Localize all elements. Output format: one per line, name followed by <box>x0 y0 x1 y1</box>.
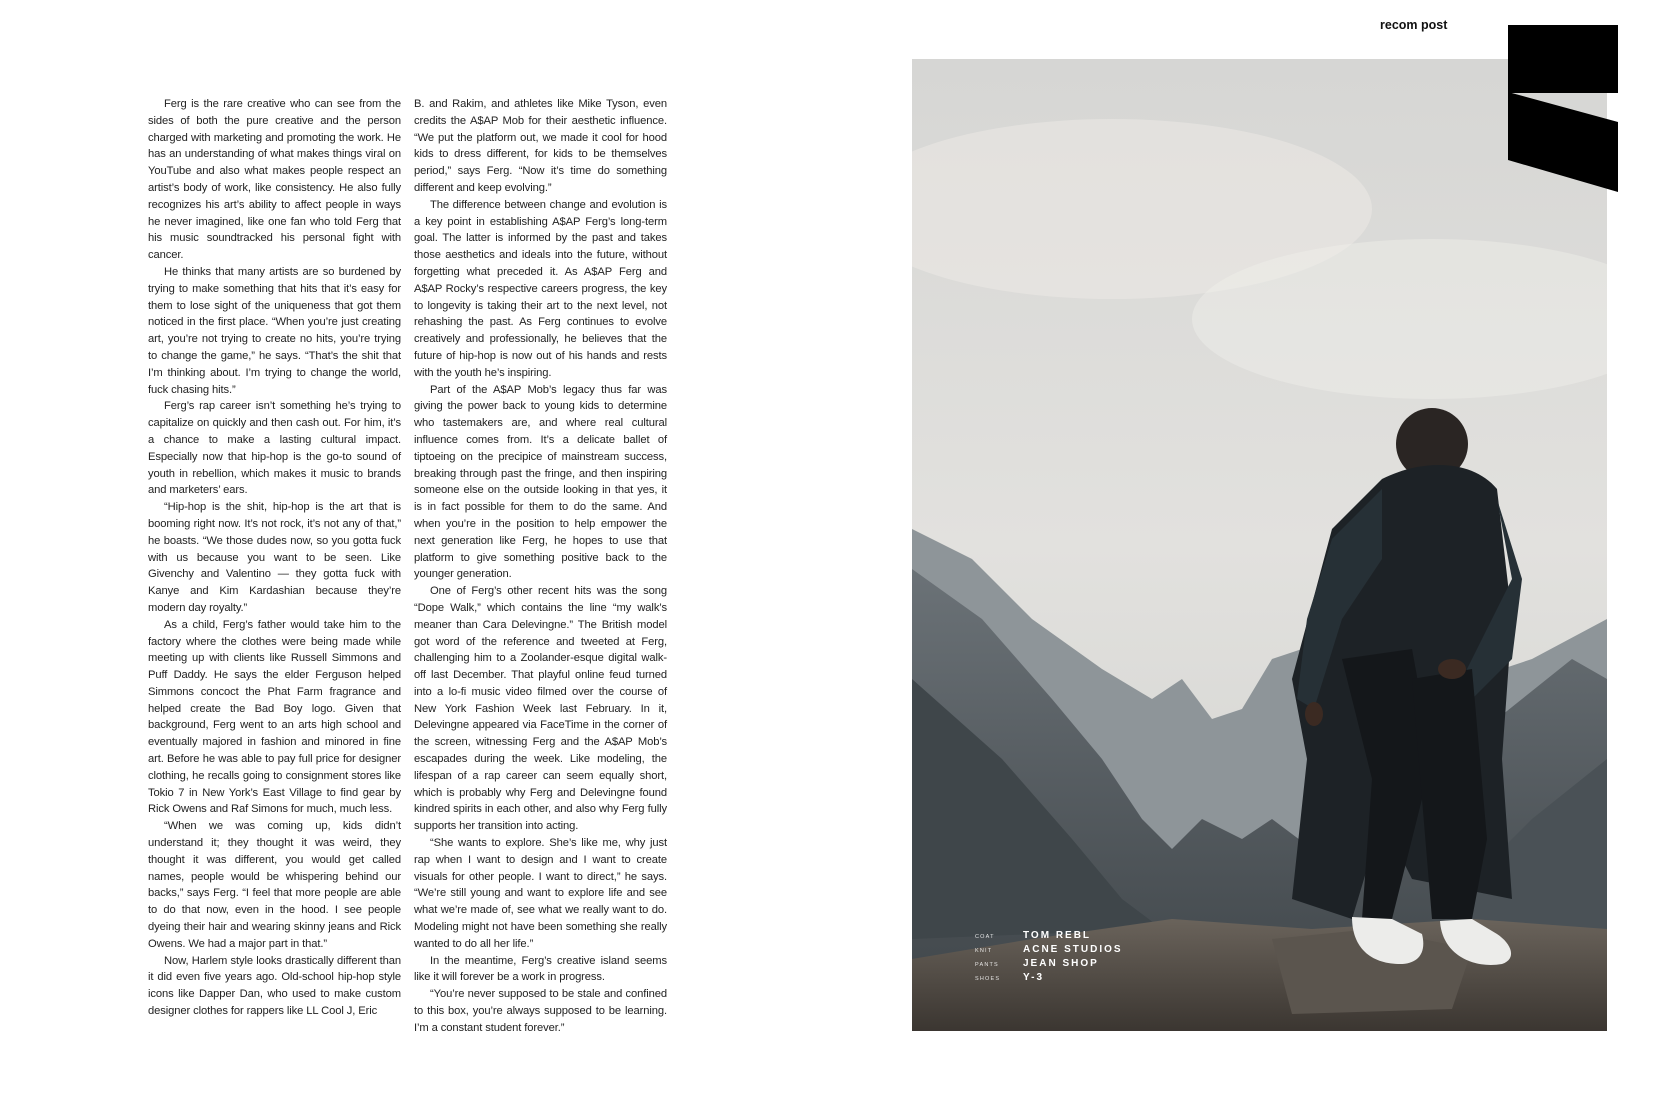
paragraph: “She wants to explore. She’s like me, why just rap when I want to design and I want to create visuals for other people. I want to direct,” he says. “We’re still young and want to explore life and see what we’re made of, see what we really want to do. Modeling might not have been something she really wanted to do all her life.” <box>414 837 667 950</box>
article-column-2 <box>414 96 667 1037</box>
fashion-photo <box>912 59 1607 1031</box>
credit-value: ACNE STUDIOS <box>1023 944 1123 955</box>
credit-row <box>975 944 1123 958</box>
paragraph: Now, Harlem style looks drastically different than it did even five years ago. Old-school hip-hop style icons like Dapper Dan, who used to make custom designer clothes for rappers like LL Cool J, Eric <box>148 954 401 1018</box>
paragraph: The difference between change and evolution is a key point in establishing A$AP Ferg’s long-term goal. The latter is informed by the past and takes those aesthetics and ideals into the future, without forgetting what preceded it. As A$AP Ferg and A$AP Rocky’s respective careers progress, the key to longevity is taking their art to the next level, not rehashing the past. As Ferg continues to evolve creatively and professionally, he believes that the future of hip-hop is now out of his hands and rests with the youth he’s inspiring. <box>414 198 667 379</box>
credit-value: TOM REBL <box>1023 930 1092 941</box>
page-tab-marker <box>1508 25 1618 93</box>
credit-value: Y-3 <box>1023 972 1045 983</box>
paragraph: Ferg is the rare creative who can see from the sides of both the pure creative and the person charged with marketing and promoting the work. He has an understanding of what makes things viral on YouTube and also what makes people respect an artist’s body of work, like consistency. He also fully recognizes his art’s ability to affect people in ways he never imagined, like one fan who told Ferg that his music soundtracked his personal fight with cancer. <box>148 98 401 262</box>
credit-key: KNIT <box>975 948 993 954</box>
paragraph: As a child, Ferg’s father would take him to the factory where the clothes were being made while meeting up with clients like Russell Simmons and Puff Daddy. He says the elder Ferguson helped Simmons concoct the Phat Farm fragrance and helped create the Bad Boy logo. Given that background, Ferg went to an arts high school and eventually majored in fashion and minored in fine art. Before he was able to pay full price for designer clothing, he recalls going to consignment stores like Tokio 7 in New York’s East Village to find gear by Rick Owens and Raf Simons for much, much less. <box>148 618 401 816</box>
paragraph: “When we was coming up, kids didn’t understand it; they thought it was weird, they thought it was different, you would get called names, people would be whispering behind our backs,” says Ferg. “I feel that more people are able to do that now, even in the hood. I see people dyeing their hair and wearing skinny jeans and Rick Owens. We had a major part in that.” <box>148 820 401 950</box>
paragraph: Ferg’s rap career isn’t something he’s trying to capitalize on quickly and then cash out. For him, it’s a chance to make a lasting cultural impact. Especially now that hip-hop is the go-to sound of youth in rebellion, which makes it music to brands and marketers’ ears. <box>148 400 401 497</box>
credit-value: JEAN SHOP <box>1023 958 1099 969</box>
photo-illustration <box>912 59 1607 1031</box>
credit-row <box>975 972 1123 986</box>
paragraph: “Hip-hop is the shit, hip-hop is the art that is booming right now. It’s not rock, it’s not any of that,” he boasts. “We those dudes now, so you gotta fuck with us because you want to be seen. Like Givenchy and Valentino — they gotta fuck with Kanye and Kim Kardashian because they’re modern day royalty.” <box>148 501 401 614</box>
paragraph: He thinks that many artists are so burdened by trying to make something that hits that it’s easy for them to lose sight of the uniqueness that got them noticed in the first place. “When you’re just creating art, you’re not trying to create no hits, you’re trying to change the game,” he says. “That’s the shit that I’m thinking about. I’m trying to change the world, fuck chasing hits.” <box>148 265 401 396</box>
paragraph-continued: B. and Rakim, and athletes like Mike Tyson, even credits the A$AP Mob for their aesthetic influence. “We put the platform out, we made it cool for hood kids to dress different, for kids to be themselves period,” says Ferg. “Now it’s time do something different and keep evolving.” <box>414 98 667 194</box>
credit-key: SHOES <box>975 976 1001 982</box>
article-column-1 <box>148 96 401 1020</box>
credit-key: COAT <box>975 934 995 940</box>
paragraph: “You’re never supposed to be stale and confined to this box, you’re always supposed to be learning. I’m a constant student forever.” <box>414 988 667 1034</box>
credit-row <box>975 930 1123 944</box>
credit-row <box>975 958 1123 972</box>
credit-key: PANTS <box>975 962 999 968</box>
paragraph: One of Ferg’s other recent hits was the song “Dope Walk,” which contains the line “my walk’s meaner than Cara Delevingne.” The British model got word of the reference and tweeted at Ferg, challenging him to a Zoolander-esque digital walk-off last December. That playful online feud turned into a lo-fi music video filmed over the course of New York Fashion Week last February. In it, Delevingne appeared via FaceTime in the corner of the screen, witnessing Ferg and the A$AP Mob’s escapades during the week. Like modeling, the lifespan of a rap career can seem equally short, which is probably why Ferg and Delevingne found kindred spirits in each other, and also why Ferg fully supports her transition into acting. <box>414 585 667 833</box>
paragraph: Part of the A$AP Mob’s legacy thus far was giving the power back to young kids to determine who tastemakers are, and where real cultural influence comes from. It’s a delicate ballet of tiptoeing on the precipice of mainstream success, breaking through past the fringe, and then inspiring someone else on the outside looking in that yes, it is in fact possible for them to do the same. And when you’re in the position to help empower the next generation like Ferg, he hopes to use that platform to give something positive back to the younger generation. <box>414 383 667 581</box>
photo-credits <box>975 930 1123 986</box>
paragraph: In the meantime, Ferg’s creative island seems like it will forever be a work in progress. <box>414 954 667 984</box>
brand-label: recom post <box>1380 18 1448 32</box>
page-tab-marker-slant <box>1508 92 1618 192</box>
